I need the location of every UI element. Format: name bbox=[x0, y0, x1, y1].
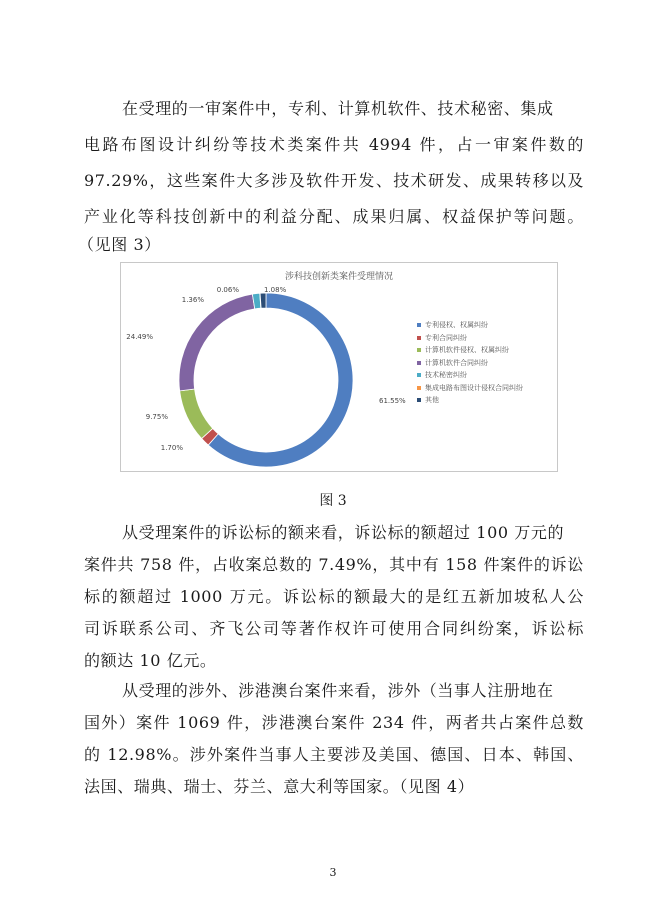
legend-swatch bbox=[417, 323, 421, 327]
slice-data-label: 1.36% bbox=[181, 296, 204, 304]
paragraph-foreign-cases bbox=[84, 676, 584, 806]
chart-title: 涉科技创新类案件受理情况 bbox=[284, 272, 393, 282]
paragraph-line: 从受理的涉外、涉港澳台案件来看，涉外（当事人注册地在 bbox=[122, 681, 554, 700]
paragraph-line: 案件共 758 件，占收案总数的 7.49%，其中有 158 件案件的诉讼 bbox=[84, 555, 584, 574]
legend-label: 计算机软件合同纠纷 bbox=[425, 358, 488, 367]
legend-swatch bbox=[417, 373, 421, 377]
legend-label: 专利合同纠纷 bbox=[425, 333, 467, 342]
legend-swatch bbox=[417, 361, 421, 365]
legend-label: 其他 bbox=[425, 396, 439, 404]
legend-item bbox=[417, 394, 523, 407]
slice-data-label: 0.06% bbox=[216, 286, 239, 294]
legend-item bbox=[417, 357, 523, 370]
paragraph-line: 国外）案件 1069 件，涉港澳台案件 234 件，两者共占案件总数 bbox=[84, 713, 584, 732]
paragraph-line: 在受理的一审案件中，专利、计算机软件、技术秘密、集成 bbox=[122, 99, 554, 118]
chart-legend bbox=[417, 319, 523, 407]
legend-swatch bbox=[417, 398, 421, 402]
donut-slice bbox=[179, 294, 255, 391]
legend-label: 专利侵权、权属纠纷 bbox=[425, 321, 488, 329]
paragraph-line: 产业化等科技创新中的利益分配、成果归属、权益保护等问题。 bbox=[84, 207, 584, 226]
legend-swatch bbox=[417, 336, 421, 340]
slice-data-label: 61.55% bbox=[379, 397, 406, 405]
figure-caption: 图 3 bbox=[319, 493, 347, 509]
paragraph-line: 从受理案件的诉讼标的额来看，诉讼标的额超过 100 万元的 bbox=[122, 523, 565, 542]
donut-slice bbox=[180, 389, 213, 439]
slice-data-label: 9.75% bbox=[145, 413, 168, 421]
legend-item bbox=[417, 369, 523, 382]
paragraph-line: 的 12.98%。涉外案件当事人主要涉及美国、德国、日本、韩国、 bbox=[84, 745, 584, 764]
donut-slice bbox=[208, 293, 353, 467]
paragraph-line: 电路布图设计纠纷等技术类案件共 4994 件，占一审案件数的 bbox=[84, 135, 584, 154]
paragraph-line: 的额达 10 亿元。 bbox=[84, 651, 217, 670]
paragraph-line: （见图 3） bbox=[78, 235, 161, 254]
paragraph-line: 标的额超过 1000 万元。诉讼标的额最大的是红五新加坡私人公 bbox=[84, 587, 584, 606]
slice-data-label: 1.70% bbox=[160, 444, 183, 452]
slice-data-label: 24.49% bbox=[126, 333, 153, 341]
figure-3-chart bbox=[120, 262, 558, 472]
page-number: 3 bbox=[329, 866, 337, 879]
paragraph-tech-cases bbox=[78, 94, 584, 254]
paragraph-litigation-amount bbox=[84, 518, 584, 668]
legend-label: 计算机软件侵权、权属纠纷 bbox=[425, 346, 509, 354]
legend-swatch bbox=[417, 386, 421, 390]
slice-data-label: 1.08% bbox=[264, 286, 287, 294]
paragraph-line: 97.29%，这些案件大多涉及软件开发、技术研发、成果转移以及 bbox=[84, 171, 584, 190]
paragraph-line: 法国、瑞典、瑞士、芬兰、意大利等国家。（见图 4） bbox=[84, 777, 475, 796]
legend-label: 技术秘密纠纷 bbox=[425, 371, 467, 379]
legend-label: 集成电路布图设计侵权合同纠纷 bbox=[425, 383, 523, 392]
donut-slice bbox=[260, 293, 266, 308]
legend-swatch bbox=[417, 348, 421, 352]
legend-item bbox=[417, 332, 523, 345]
legend-item bbox=[417, 344, 523, 357]
legend-item bbox=[417, 319, 523, 332]
legend-item bbox=[417, 382, 523, 395]
paragraph-line: 司诉联系公司、齐飞公司等著作权许可使用合同纠纷案，诉讼标 bbox=[84, 619, 584, 638]
